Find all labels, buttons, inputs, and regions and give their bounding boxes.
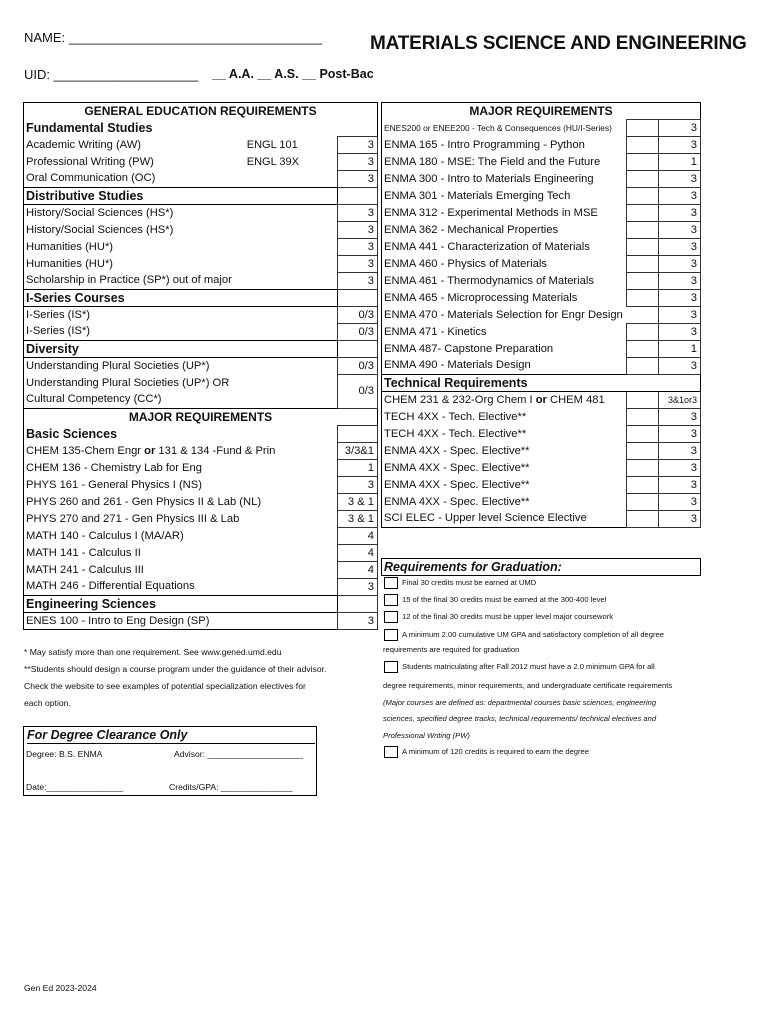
requirement-label: ENMA 490 - Materials Design (384, 359, 531, 372)
major-requirements-heading: MAJOR REQUIREMENTS (469, 103, 613, 118)
graduation-item-label: A minimum of 120 credits is required to earn the degree (402, 747, 589, 756)
requirement-row (24, 307, 378, 324)
requirement-row (24, 460, 378, 477)
requirement-label: MATH 141 - Calculus II (26, 546, 141, 559)
advisor-field[interactable]: Advisor: ____________________ (174, 749, 304, 759)
graduation-item (384, 661, 655, 673)
requirement-row (24, 222, 378, 239)
credit-cell: 3 (658, 307, 700, 324)
credit-cell: 3 (658, 511, 700, 528)
requirement-label: ENMA 180 - MSE: The Field and the Future (384, 155, 601, 168)
course-code: ENGL 39X (246, 155, 299, 168)
credit-cell: 3 (658, 239, 700, 256)
general-education-table (23, 102, 378, 630)
graduation-item-continued: sciences, specified degree tracks, technical requirements/ technical electives and (383, 714, 657, 723)
requirement-label: I-Series (IS*) (26, 308, 91, 321)
requirement-label: PHYS 260 and 261 - Gen Physics II & Lab (NL) (26, 495, 262, 508)
section-iseries-courses: I-Series Courses (24, 290, 338, 307)
requirement-label: ENMA 487- Capstone Preparation (384, 342, 554, 355)
requirement-row (382, 154, 701, 171)
graduation-item (384, 746, 589, 758)
requirement-row (382, 511, 701, 528)
footnote: each option. (24, 698, 71, 708)
requirement-row (24, 477, 378, 494)
requirement-row (382, 443, 701, 460)
requirement-label: ENMA 4XX - Spec. Elective** (384, 495, 530, 508)
degree-type-options[interactable]: __ A.A. __ A.S. __ Post-Bac (212, 67, 374, 81)
requirement-row (24, 511, 378, 528)
requirement-label: ENMA 465 - Microprocessing Materials (384, 291, 578, 304)
requirement-label: ENMA 362 - Mechanical Properties (384, 223, 559, 236)
requirement-label: ENMA 312 - Experimental Methods in MSE (384, 206, 598, 219)
credit-cell: 3&1or3 (658, 392, 700, 409)
section-fundamental-studies: Fundamental Studies (26, 120, 153, 135)
checkbox[interactable] (384, 746, 398, 758)
graduation-item (384, 629, 664, 641)
credit-cell: 0/3 (337, 324, 377, 341)
requirement-row (24, 137, 378, 154)
requirement-row (382, 273, 701, 290)
graduation-item-label: Students matriculating after Fall 2012 must have a 2.0 minimum GPA for all (402, 662, 655, 671)
section-engineering-sciences: Engineering Sciences (24, 596, 338, 613)
requirement-row (24, 528, 378, 545)
checkbox[interactable] (384, 577, 398, 589)
requirement-row (382, 290, 701, 307)
requirement-row (24, 579, 378, 596)
requirement-label: ENMA 301 - Materials Emerging Tech (384, 189, 571, 202)
graduation-item (384, 594, 606, 606)
requirement-label: Scholarship in Practice (SP*) out of major (26, 274, 232, 287)
requirement-row (382, 341, 701, 358)
checkbox[interactable] (384, 611, 398, 623)
credit-cell: 3 (658, 273, 700, 290)
requirement-label: CHEM 231 & 232-Org Chem I or CHEM 481 (384, 393, 605, 406)
requirement-label: CHEM 136 - Chemistry Lab for Eng (26, 461, 202, 474)
graduation-item-label: 15 of the final 30 credits must be earned at the 300-400 level (402, 595, 607, 604)
credit-cell: 4 (337, 545, 377, 562)
requirement-label: ENMA 165 - Intro Programming - Python (384, 138, 585, 151)
section-technical-requirements: Technical Requirements (382, 375, 701, 392)
requirement-label: Humanities (HU*) (26, 257, 114, 270)
requirement-row (382, 137, 701, 154)
requirement-label: Oral Communication (OC) (26, 172, 156, 185)
credit-cell: 3/3&1 (337, 443, 377, 460)
requirement-label: ENMA 4XX - Spec. Elective** (384, 461, 530, 474)
graduation-item (384, 577, 536, 589)
credit-cell: 0/3 (337, 358, 377, 375)
credit-cell: 3 (658, 426, 700, 443)
credit-cell: 3 (337, 205, 377, 222)
credit-cell: 3 (658, 477, 700, 494)
credit-cell: 0/3 (337, 307, 377, 324)
requirement-label: Humanities (HU*) (26, 240, 114, 253)
checkbox[interactable] (384, 594, 398, 606)
name-field-line[interactable]: NAME: ___________________________________ (24, 30, 322, 45)
credit-cell: 1 (658, 154, 700, 171)
degree-label: Degree: B.S. ENMA (26, 749, 103, 759)
credit-cell: 3 (337, 222, 377, 239)
credit-cell: 4 (337, 528, 377, 545)
requirement-row (24, 324, 378, 341)
graduation-title: Requirements for Graduation: (384, 560, 562, 574)
requirement-row (24, 154, 378, 171)
footnote: **Students should design a course program under the guidance of their advisor. (24, 664, 327, 674)
credit-cell: 3 (658, 137, 700, 154)
credit-cell: 3 (337, 613, 377, 630)
footer-version: Gen Ed 2023-2024 (24, 983, 97, 993)
requirement-label: ENES 100 - Intro to Eng Design (SP) (26, 614, 210, 627)
requirement-label: Academic Writing (AW) (26, 138, 141, 151)
requirement-label: Understanding Plural Societies (UP*) OR (26, 376, 230, 389)
requirement-row (24, 562, 378, 579)
credit-cell: 3 & 1 (337, 511, 377, 528)
requirement-row (382, 171, 701, 188)
credit-cell: 3 (658, 494, 700, 511)
requirement-row (382, 426, 701, 443)
credit-cell: 0/3 (337, 375, 377, 409)
uid-field-line[interactable]: UID: ____________________ (24, 67, 199, 82)
graduation-item-continued: requirements are required for graduation (383, 645, 520, 654)
requirement-row (382, 239, 701, 256)
graduation-item-continued: Professional Writing (PW) (383, 731, 470, 740)
requirement-row (24, 256, 378, 273)
credit-cell: 4 (337, 562, 377, 579)
requirement-label: ENMA 300 - Intro to Materials Engineering (384, 172, 594, 185)
requirement-row (382, 460, 701, 477)
section-diversity: Diversity (24, 341, 338, 358)
footnote: Check the website to see examples of potential specialization electives for (24, 681, 306, 691)
requirement-label: Cultural Competency (CC*) (26, 393, 162, 406)
major-requirements-table (381, 102, 701, 528)
requirement-row (24, 443, 378, 460)
credit-cell: 3 (337, 171, 377, 188)
footnote: * May satisfy more than one requirement. See www.gened.umd.edu (24, 647, 282, 657)
requirement-label: ENMA 4XX - Spec. Elective** (384, 478, 530, 491)
requirement-label: TECH 4XX - Tech. Elective** (384, 427, 527, 440)
requirement-row (24, 239, 378, 256)
course-code: ENGL 101 (246, 138, 298, 151)
credit-cell: 3 & 1 (337, 494, 377, 511)
credit-cell: 3 (658, 205, 700, 222)
credit-cell: 3 (658, 324, 700, 341)
credit-cell: 3 (658, 290, 700, 307)
requirement-label: SCI ELEC - Upper level Science Elective (384, 512, 587, 525)
requirement-label: ENMA 460 - Physics of Materials (384, 257, 547, 270)
requirement-row (382, 494, 701, 511)
requirement-row (382, 256, 701, 273)
requirement-label: Understanding Plural Societies (UP*) (26, 359, 210, 372)
credit-cell: 3 (658, 188, 700, 205)
requirement-row (24, 273, 378, 290)
credit-cell: 3 (337, 239, 377, 256)
requirement-row (382, 307, 701, 324)
section-distributive-studies: Distributive Studies (24, 188, 338, 205)
graduation-item-continued: (Major courses are defined as: departmental courses basic sciences, engineering (383, 698, 657, 707)
requirement-label: Professional Writing (PW) (26, 155, 154, 168)
requirement-label: ENMA 4XX - Spec. Elective** (384, 444, 530, 457)
graduation-item-label: A minimum 2.00 cumulative UM GPA and satisfactory completion of all degree (402, 630, 664, 639)
credit-cell: 3 (337, 256, 377, 273)
graduation-item-label: Final 30 credits must be earned at UMD (402, 578, 537, 587)
requirement-row (382, 409, 701, 426)
requirement-label: PHYS 270 and 271 - Gen Physics III & Lab (26, 512, 240, 525)
credit-cell: 3 (658, 409, 700, 426)
requirement-label: ENMA 471 - Kinetics (384, 325, 487, 338)
requirement-label: History/Social Sciences (HS*) (26, 206, 174, 219)
requirement-row (382, 324, 701, 341)
requirement-label: History/Social Sciences (HS*) (26, 223, 174, 236)
requirement-row (24, 205, 378, 222)
graduation-item-continued: degree requirements, minor requirements, and undergraduate certificate requirements (383, 681, 673, 690)
requirement-row (382, 358, 701, 375)
requirement-label: ENMA 461 - Thermodynamics of Materials (384, 274, 594, 287)
graduation-item-label: 12 of the final 30 credits must be upper level major coursework (402, 612, 614, 621)
credit-cell: 1 (337, 460, 377, 477)
requirement-row (24, 171, 378, 188)
section-basic-sciences: Basic Sciences (26, 426, 118, 441)
requirement-label: PHYS 161 - General Physics I (NS) (26, 478, 202, 491)
credit-cell: 3 (337, 273, 377, 290)
credit-cell: 3 (658, 443, 700, 460)
degree-clearance-box (23, 726, 317, 796)
requirement-label: CHEM 135-Chem Engr or 131 & 134 -Fund & Prin (26, 444, 276, 457)
requirement-row (382, 222, 701, 239)
requirement-row (382, 392, 701, 409)
requirement-label: MATH 140 - Calculus I (MA/AR) (26, 529, 184, 542)
requirement-label: TECH 4XX - Tech. Elective** (384, 410, 527, 423)
page-title: MATERIALS SCIENCE AND ENGINEERING (370, 33, 747, 54)
checkbox[interactable] (384, 629, 398, 641)
major-requirements-heading: MAJOR REQUIREMENTS (24, 409, 378, 426)
requirement-row (382, 188, 701, 205)
requirement-row (24, 545, 378, 562)
date-field[interactable]: Date:________________ (26, 782, 124, 792)
requirement-row (382, 477, 701, 494)
credit-cell: 3 (337, 477, 377, 494)
gen-ed-heading: GENERAL EDUCATION REQUIREMENTS (84, 103, 317, 118)
credit-cell: 3 (658, 222, 700, 239)
credit-cell: 3 (658, 256, 700, 273)
requirement-row (24, 613, 378, 630)
requirement-label: ENMA 441 - Characterization of Materials (384, 240, 590, 253)
requirement-label: I-Series (IS*) (26, 325, 91, 338)
requirement-row (382, 205, 701, 222)
degree-clearance-title: For Degree Clearance Only (27, 728, 315, 744)
requirement-row (382, 120, 701, 137)
requirement-label: ENMA 470 - Materials Selection for Engr Design (382, 307, 659, 324)
credit-cell: 3 (658, 120, 700, 137)
credits-gpa-field[interactable]: Credits/GPA: _______________ (169, 782, 293, 792)
graduation-item (384, 611, 613, 623)
credit-cell: 3 (658, 460, 700, 477)
credit-cell: 3 (337, 154, 377, 171)
credit-cell: 3 (337, 579, 377, 596)
requirement-label: MATH 246 - Differential Equations (26, 580, 195, 593)
credit-cell: 3 (658, 171, 700, 188)
requirement-row (24, 358, 378, 375)
requirement-label: MATH 241 - Calculus III (26, 563, 144, 576)
requirement-row (24, 494, 378, 511)
requirement-row (24, 375, 378, 392)
credit-cell: 3 (337, 137, 377, 154)
credit-cell: 1 (658, 341, 700, 358)
credit-cell: 3 (658, 358, 700, 375)
requirement-label: ENES200 or ENEE200 - Tech & Consequences (HU/I-Series) (382, 120, 627, 137)
checkbox[interactable] (384, 661, 398, 673)
